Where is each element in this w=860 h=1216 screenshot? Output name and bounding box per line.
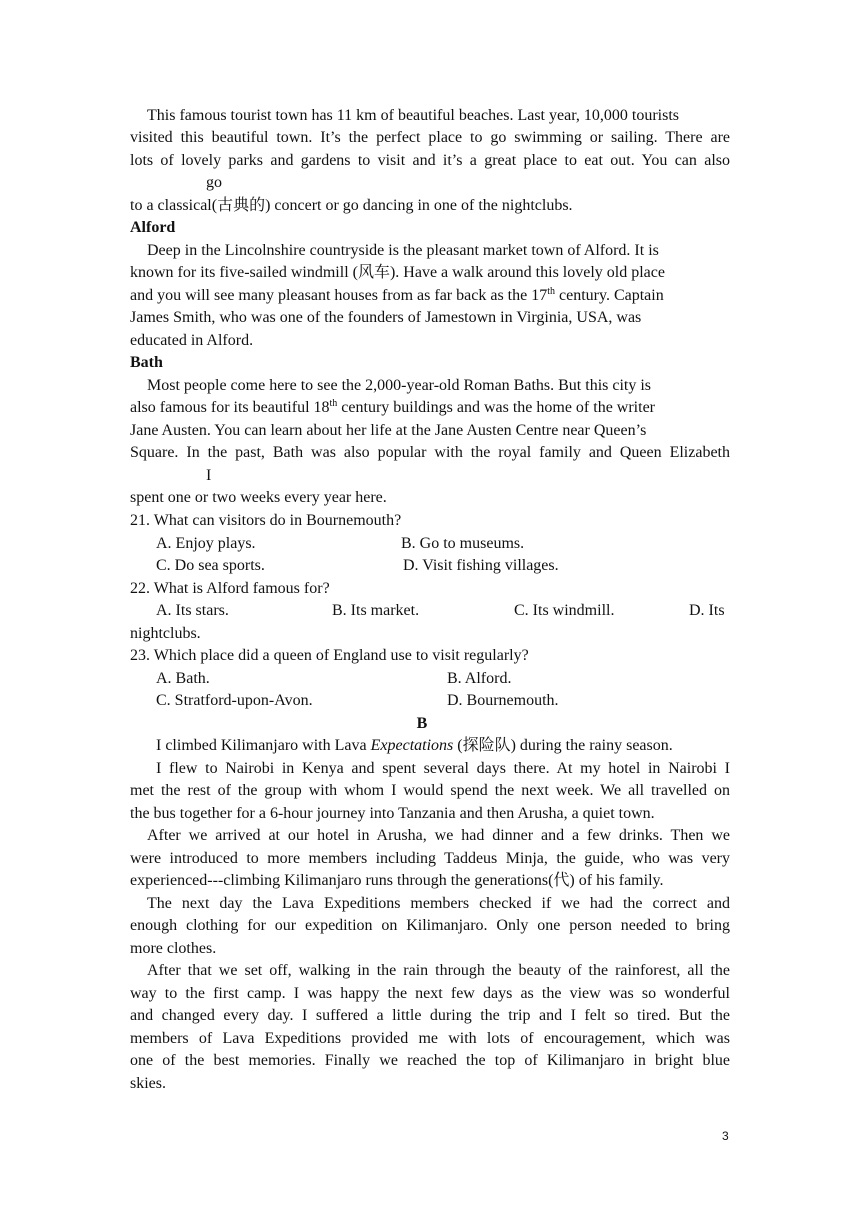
section-b-heading: B — [416, 715, 428, 732]
alford-line-3-sup: th — [547, 286, 555, 297]
bath-line-6: spent one or two weeks every year here. — [130, 489, 387, 506]
section-b-p5-line-5: one of the best memories. Finally we reached the top of Kilimanjaro in bright blue — [130, 1052, 730, 1069]
section-b-p5-line-4: members of Lava Expeditions provided me with lots of encouragement, which was — [130, 1030, 730, 1047]
question-23-option-c: C. Stratford-upon-Avon. — [156, 692, 313, 709]
bath-line-2-text: also famous for its beautiful 18 — [130, 399, 330, 416]
section-b-p3-line-1: After we arrived at our hotel in Arusha, we had dinner and a few drinks. Then we — [147, 827, 730, 844]
question-22-option-d-continued: nightclubs. — [130, 625, 201, 642]
question-22-option-a: A. Its stars. — [156, 602, 229, 619]
bath-line-2 — [130, 397, 730, 420]
section-b-p2-line-2: met the rest of the group with whom I would spend the next week. We all travelled on — [130, 782, 730, 799]
bath-line-2-text-end: century buildings and was the home of the writer — [337, 399, 655, 416]
section-b-p4-line-2: enough clothing for our expedition on Kilimanjaro. Only one person needed to bring — [130, 917, 730, 934]
alford-line-1: Deep in the Lincolnshire countryside is the pleasant market town of Alford. It is — [147, 242, 659, 259]
alford-heading: Alford — [130, 219, 176, 236]
alford-line-3 — [130, 285, 710, 308]
section-b-p4-line-1: The next day the Lava Expeditions members checked if we had the correct and — [147, 895, 730, 912]
bath-line-5: I — [206, 467, 212, 484]
question-23-stem: 23. Which place did a queen of England use to visit regularly? — [130, 647, 529, 664]
section-b-p5-line-1: After that we set off, walking in the rain through the beauty of the rainforest, all the — [147, 962, 730, 979]
question-23-option-d: D. Bournemouth. — [447, 692, 559, 709]
bath-line-1: Most people come here to see the 2,000-year-old Roman Baths. But this city is — [147, 377, 652, 394]
section-b-intro-text: I climbed Kilimanjaro with Lava — [156, 737, 371, 754]
bath-heading: Bath — [130, 354, 163, 371]
section-b-p4-line-3: more clothes. — [130, 940, 217, 957]
alford-line-3-text: and you will see many pleasant houses from as far back as the 17 — [130, 287, 548, 304]
section-b-p5-line-3: and changed every day. I suffered a little during the trip and I felt so tired. But the — [130, 1007, 730, 1024]
section-b-intro-italic: Expectations — [370, 737, 454, 754]
section-b-p2-line-3: the bus together for a 6-hour journey into Tanzania and then Arusha, a quiet town. — [130, 805, 655, 822]
section-b-p3-line-3: experienced---climbing Kilimanjaro runs through the generations(代) of his family. — [130, 872, 664, 889]
section-b-p2-line-1: I flew to Nairobi in Kenya and spent several days there. At my hotel in Nairobi I — [156, 760, 730, 777]
question-23-option-b: B. Alford. — [447, 670, 512, 687]
question-21-option-b: B. Go to museums. — [401, 535, 525, 552]
section-b-p5-line-6: skies. — [130, 1075, 166, 1092]
question-22-option-c: C. Its windmill. — [514, 602, 615, 619]
bournemouth-line-3: lots of lovely parks and gardens to visit and it’s a great place to eat out. You can also — [130, 152, 730, 169]
alford-line-4: James Smith, who was one of the founders of Jamestown in Virginia, USA, was — [130, 309, 642, 326]
section-b-p5-line-2: way to the first camp. I was happy the next few days as the view was so wonderful — [130, 985, 730, 1002]
section-b-p3-line-2: were introduced to more members including Taddeus Minja, the guide, who was very — [130, 850, 730, 867]
bath-line-2-sup: th — [329, 398, 338, 409]
question-22-option-d: D. Its — [689, 602, 725, 619]
alford-line-5: educated in Alford. — [130, 332, 254, 349]
question-21-option-d: D. Visit fishing villages. — [403, 557, 559, 574]
alford-line-2: known for its five-sailed windmill (风车). Have a walk around this lovely old place — [130, 264, 665, 281]
section-b-intro-text-end: (探险队) during the rainy season. — [453, 737, 673, 754]
bournemouth-line-5: to a classical(古典的) concert or go dancing in one of the nightclubs. — [130, 197, 573, 214]
question-22-stem: 22. What is Alford famous for? — [130, 580, 330, 597]
bath-line-4: Square. In the past, Bath was also popular with the royal family and Queen Elizabeth — [130, 444, 730, 461]
question-21-stem: 21. What can visitors do in Bournemouth? — [130, 512, 402, 529]
bath-line-3: Jane Austen. You can learn about her life at the Jane Austen Centre near Queen’s — [130, 422, 647, 439]
alford-line-3-text-end: century. Captain — [555, 287, 664, 304]
question-22-option-b: B. Its market. — [332, 602, 420, 619]
question-21-option-c: C. Do sea sports. — [156, 557, 265, 574]
bournemouth-line-4: go — [206, 174, 222, 191]
bournemouth-line-2: visited this beautiful town. It’s the perfect place to go swimming or sailing. There are — [130, 129, 730, 146]
page-number: 3 — [722, 1129, 729, 1143]
question-23-option-a: A. Bath. — [156, 670, 210, 687]
bournemouth-line-1: This famous tourist town has 11 km of beautiful beaches. Last year, 10,000 tourists — [147, 107, 679, 124]
question-21-option-a: A. Enjoy plays. — [156, 535, 256, 552]
section-b-intro-line — [156, 735, 726, 758]
